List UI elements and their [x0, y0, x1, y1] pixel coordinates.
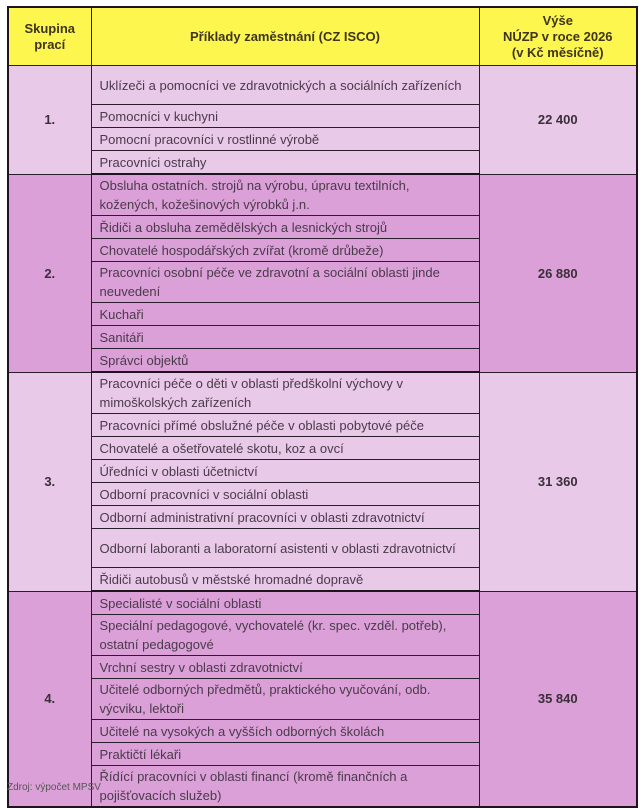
header-value-line1: Výše — [542, 12, 573, 28]
example-cell: Odborní administrativní pracovníci v oblasti zdravotnictví — [91, 506, 479, 529]
example-cell: Pracovníci přímé obslužné péče v oblasti pobytové péče — [91, 414, 479, 437]
example-cell: Specialisté v sociální oblasti — [91, 591, 479, 615]
group-label: 4. — [8, 591, 91, 807]
example-cell: Uklízeči a pomocníci ve zdravotnických a sociálních zařízeních — [91, 66, 479, 105]
example-cell: Pracovníci ostrahy — [91, 151, 479, 175]
group-label: 2. — [8, 174, 91, 372]
header-examples: Příklady zaměstnání (CZ ISCO) — [91, 7, 479, 66]
example-cell: Řidiči autobusů v městské hromadné dopravě — [91, 568, 479, 592]
example-cell: Pracovníci osobní péče ve zdravotní a sociální oblasti jinde neuvedení — [91, 262, 479, 303]
example-cell: Kuchaři — [91, 303, 479, 326]
table-row — [8, 174, 637, 216]
group-value: 31 360 — [479, 372, 637, 591]
example-cell: Odborní laboranti a laboratorní asistenti v oblasti zdravotnictví — [91, 529, 479, 568]
header-value-line2: NÚZP v roce 2026 — [502, 28, 613, 44]
table-row — [8, 591, 637, 615]
example-cell: Vrchní sestry v oblasti zdravotnictví — [91, 656, 479, 679]
group-value: 26 880 — [479, 174, 637, 372]
example-cell: Chovatelé hospodářských zvířat (kromě drůbeže) — [91, 239, 479, 262]
minimum-wage-table — [7, 6, 638, 808]
example-cell: Pracovníci péče o děti v oblasti předškolní výchovy v mimoškolských zařízeních — [91, 372, 479, 414]
example-cell: Praktičtí lékaři — [91, 743, 479, 766]
example-cell: Sanitáři — [91, 326, 479, 349]
header-row — [8, 7, 637, 66]
source-note: Zdroj: výpočet MPSV — [7, 782, 101, 793]
example-cell: Odborní pracovníci v sociální oblasti — [91, 483, 479, 506]
table-row — [8, 372, 637, 414]
example-cell: Chovatelé a ošetřovatelé skotu, koz a ovcí — [91, 437, 479, 460]
group-value: 22 400 — [479, 66, 637, 175]
example-cell: Obsluha ostatních. strojů na výrobu, úpravu textilních, kožených, kožešinových výrobků j.n. — [91, 174, 479, 216]
example-cell: Řidiči a obsluha zemědělských a lesnických strojů — [91, 216, 479, 239]
header-value-line3: (v Kč měsíčně) — [511, 44, 604, 60]
header-value — [479, 7, 637, 66]
group-label: 3. — [8, 372, 91, 591]
group-label: 1. — [8, 66, 91, 175]
header-group-line1: Skupina — [24, 20, 76, 36]
table-row — [8, 66, 637, 105]
header-group — [8, 7, 91, 66]
example-cell: Učitelé na vysokých a vyšších odborných školách — [91, 720, 479, 743]
example-cell: Správci objektů — [91, 349, 479, 373]
example-cell: Úředníci v oblasti účetnictví — [91, 460, 479, 483]
example-cell: Učitelé odborných předmětů, praktického vyučování, odb. výcviku, lektoři — [91, 679, 479, 720]
group-value: 35 840 — [479, 591, 637, 807]
example-cell: Pomocní pracovníci v rostlinné výrobě — [91, 128, 479, 151]
example-cell: Řídící pracovníci v oblasti financí (kromě finančních a pojišťovacích služeb) — [91, 766, 479, 808]
header-group-line2: prací — [34, 36, 66, 52]
example-cell: Speciální pedagogové, vychovatelé (kr. spec. vzděl. potřeb), ostatní pedagogové — [91, 615, 479, 656]
example-cell: Pomocníci v kuchyni — [91, 105, 479, 128]
